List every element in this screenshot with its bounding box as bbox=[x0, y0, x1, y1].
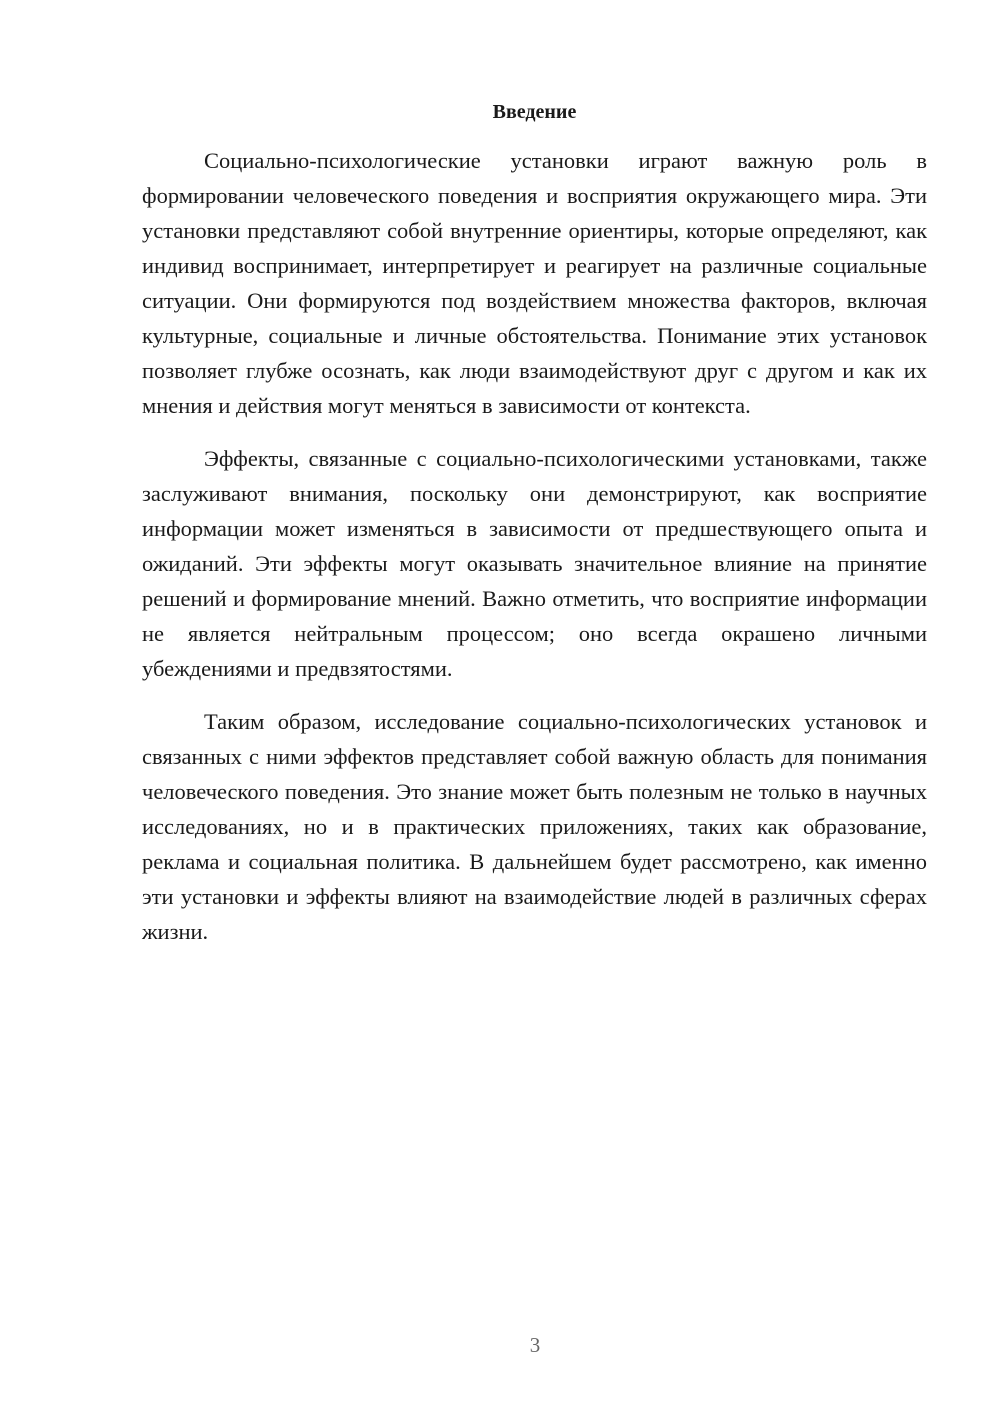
paragraph-1: Социально-психологические установки играют важную роль в формировании человеческого поведения и восприятия окружающего мира. Эти установки представляют собой внутренние ориентиры, которые определяют, как индивид воспринимает, интерпретирует и реагирует на различные социальные ситуации. Они формируются под воздействием множества факторов, включая культурные, социальные и личные обстоятельства. Понимание этих установок позволяет глубже осознать, как люди взаимодействуют друг с другом и как их мнения и действия могут меняться в зависимости от контекста. bbox=[142, 148, 927, 418]
paragraph-3: Таким образом, исследование социально-психологических установок и связанных с ними эффектов представляет собой важную область для понимания человеческого поведения. Это знание может быть полезным не только в научных исследованиях, но и в практических приложениях, таких как образование, реклама и социальная политика. В дальнейшем будет рассмотрено, как именно эти установки и эффекты влияют на взаимодействие людей в различных сферах жизни. bbox=[142, 709, 927, 944]
body-text bbox=[142, 143, 927, 967]
section-heading: Введение bbox=[492, 101, 577, 123]
paragraph-2: Эффекты, связанные с социально-психологическими установками, также заслуживают внимания, поскольку они демонстрируют, как восприятие информации может изменяться в зависимости от предшествующего опыта и ожиданий. Эти эффекты могут оказывать значительное влияние на принятие решений и формирование мнений. Важно отметить, что восприятие информации не является нейтральным процессом; оно всегда окрашено личными убеждениями и предвзятостями. bbox=[142, 446, 927, 681]
page-number: 3 bbox=[529, 1333, 541, 1357]
